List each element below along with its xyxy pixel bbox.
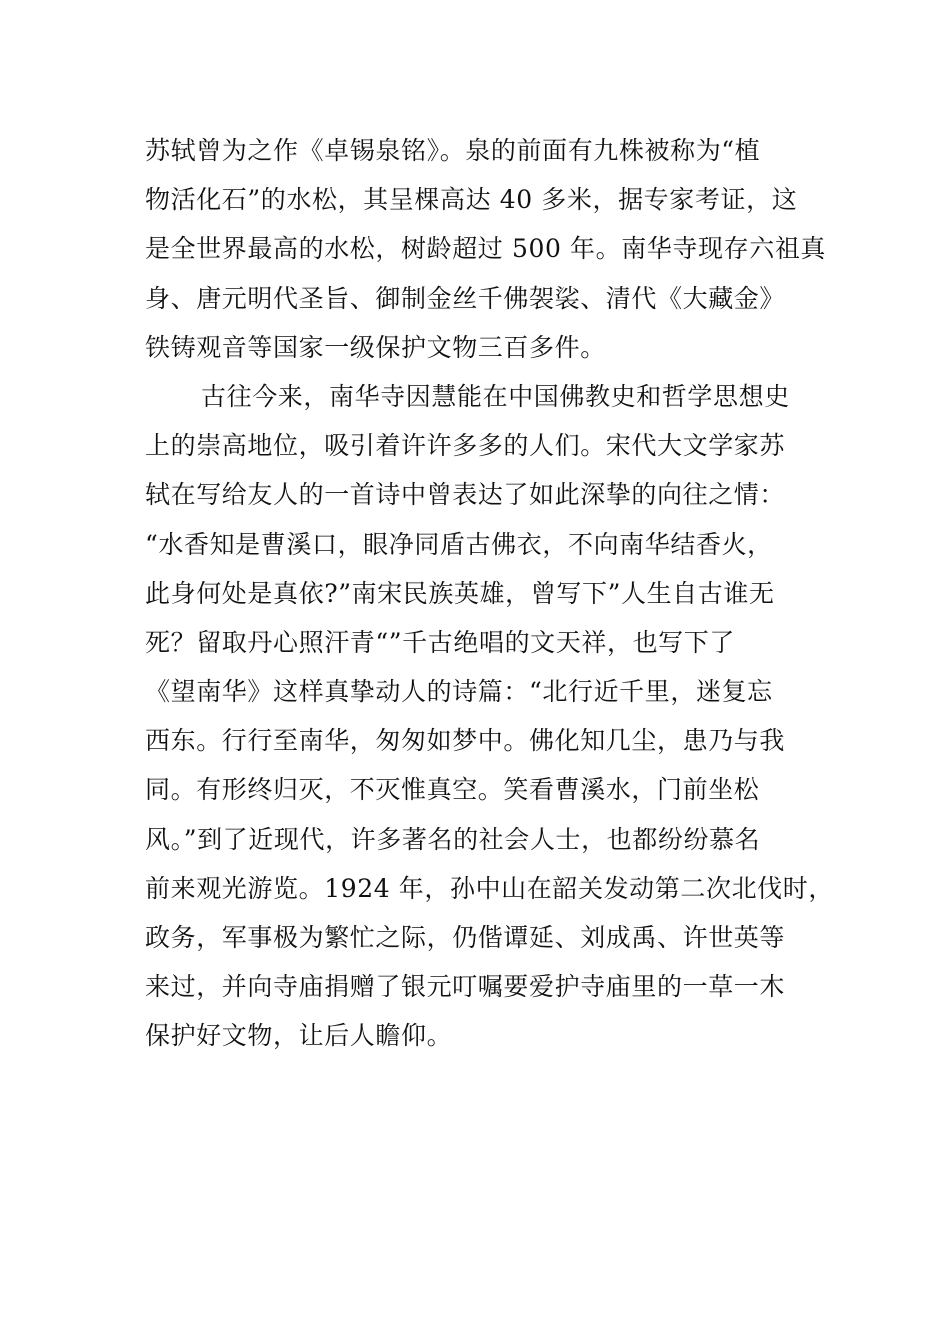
text-line: 政务，军事极为繁忙之际，仍偕谭延、刘成禹、许世英等 xyxy=(145,923,786,952)
text-line: 前来观光游览。1924 年，孙中山在韶关发动第二次北伐时， xyxy=(145,873,834,903)
text-line: 同。有形终归灭，不灭惟真空。笑看曹溪水，门前坐松 xyxy=(145,775,760,805)
text-line: 古往今来，南华寺因慧能在中国佛教史和哲学思想史 xyxy=(201,381,790,411)
text-line: 风。”到了近现代，许多著名的社会人士，也都纷纷慕名 xyxy=(145,824,761,854)
text-line: 《望南华》这样真挚动人的诗篇：“北行近千里，迷复忘 xyxy=(145,677,773,707)
text-line: 死？留取丹心照汗青“”千古绝唱的文天祥，也写下了 xyxy=(145,627,735,657)
text-line: 苏轼曾为之作《卓锡泉铭》。泉的前面有九株被称为“植 xyxy=(145,136,761,165)
text-line: 保护好文物，让后人瞻仰。 xyxy=(145,1021,453,1051)
paragraph-2 xyxy=(145,372,834,1061)
paragraph-1 xyxy=(145,126,825,372)
text-line: 来过，并向寺庙捐赠了银元叮嘱要爱护寺庙里的一草一木 xyxy=(145,972,786,1002)
text-line: 此身何处是真依?”南宋民族英雄，曾写下”人生自古谁无 xyxy=(145,578,775,608)
text-line: 是全世界最高的水松，树龄超过 500 年。南华寺现存六祖真 xyxy=(145,234,827,264)
text-line: 西东。行行至南华，匆匆如梦中。佛化知几尘，患乃与我 xyxy=(145,726,786,756)
text-line: 铁铸观音等国家一级保护文物三百多件。 xyxy=(145,332,606,362)
text-line: 轼在写给友人的一首诗中曾表达了如此深挚的向往之情： xyxy=(145,480,786,510)
text-line: 身、唐元明代圣旨、御制金丝千佛袈裟、清代《大藏金》 xyxy=(145,283,786,313)
document-body xyxy=(145,126,834,1061)
text-line: 上的崇高地位，吸引着许许多多的人们。宋代大文学家苏 xyxy=(145,431,786,461)
text-line: 物活化石”的水松，其呈棵高达 40 多米，据专家考证，这 xyxy=(145,185,798,215)
text-line: “水香知是曹溪口，眼净同盾古佛衣，不向南华结香火， xyxy=(145,529,773,559)
